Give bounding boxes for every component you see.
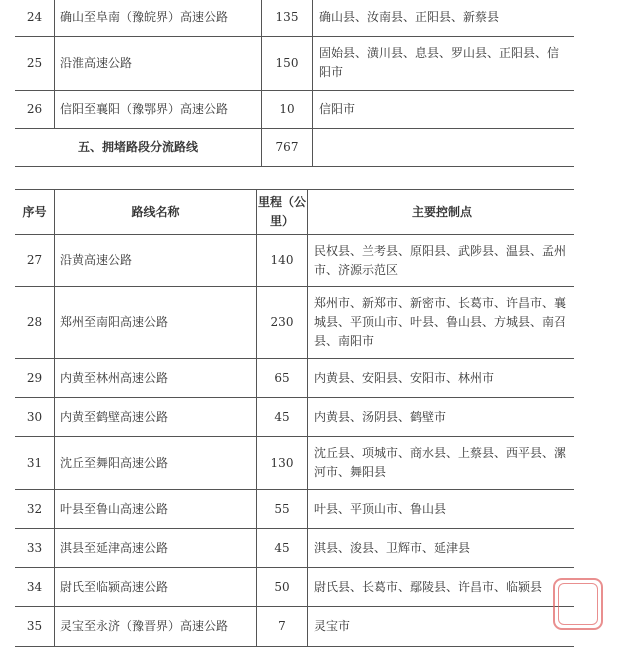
route-km: 7: [257, 607, 308, 647]
table-row: [15, 568, 574, 607]
route-name: 沿黄高速公路: [55, 235, 257, 287]
route-km: 65: [257, 359, 308, 398]
route-name: 沈丘至舞阳高速公路: [55, 437, 257, 490]
table-header: [15, 190, 574, 235]
control-points: 尉氏县、长葛市、鄢陵县、许昌市、临颍县: [314, 579, 543, 594]
row-number: 31: [15, 437, 55, 490]
control-points: 固始县、潢川县、息县、罗山县、正阳县、信阳市: [319, 46, 560, 79]
row-number: 28: [15, 287, 55, 359]
table-row: [15, 529, 574, 568]
row-number: 25: [15, 36, 55, 90]
route-name: 郑州至南阳高速公路: [55, 287, 257, 359]
row-number: 33: [15, 529, 55, 568]
row-number: 32: [15, 490, 55, 529]
table-row: [15, 235, 574, 287]
route-km: 140: [257, 235, 308, 287]
seal-logo: [553, 578, 603, 630]
route-km: 45: [257, 529, 308, 568]
control-points: 灵宝市: [314, 619, 351, 633]
route-km: 230: [257, 287, 308, 359]
route-km: 55: [257, 490, 308, 529]
header-km: 里程（公里）: [257, 190, 308, 235]
route-name: 确山至阜南（豫皖界）高速公路: [55, 0, 262, 36]
route-km: 10: [262, 90, 313, 128]
route-name: 尉氏至临颍高速公路: [55, 568, 257, 607]
route-km: 45: [257, 398, 308, 437]
control-points: 叶县、平顶山市、鲁山县: [314, 501, 447, 516]
route-table-continued: [15, 0, 574, 167]
route-name: 淇县至延津高速公路: [55, 529, 257, 568]
control-points: 沈丘县、项城市、商水县、上蔡县、西平县、漯河市、舞阳县: [314, 446, 567, 479]
table-row: [15, 90, 574, 128]
route-name: 沿淮高速公路: [55, 36, 262, 90]
table-row: [15, 437, 574, 490]
route-name: 内黄至林州高速公路: [55, 359, 257, 398]
control-points: 淇县、浚县、卫辉市、延津县: [314, 540, 471, 555]
route-name: 叶县至鲁山高速公路: [55, 490, 257, 529]
route-km: 130: [257, 437, 308, 490]
route-km: 50: [257, 568, 308, 607]
row-number: 35: [15, 607, 55, 647]
control-points: 确山县、汝南县、正阳县、新蔡县: [319, 10, 500, 25]
control-points: 内黄县、汤阴县、鹤壁市: [314, 409, 447, 424]
route-name: 灵宝至永济（豫晋界）高速公路: [55, 607, 257, 647]
row-number: 29: [15, 359, 55, 398]
route-name: 信阳至襄阳（豫鄂界）高速公路: [55, 90, 262, 128]
control-points: 郑州市、新郑市、新密市、长葛市、许昌市、襄城县、平顶山市、叶县、鲁山县、方城县、南召县、南阳市: [314, 296, 567, 348]
header-name: 路线名称: [55, 190, 257, 235]
row-number: 30: [15, 398, 55, 437]
header-points: 主要控制点: [411, 204, 472, 219]
subtotal-label: 五、拥堵路段分流路线: [15, 128, 262, 166]
row-number: 34: [15, 568, 55, 607]
table-row: [15, 287, 574, 359]
subtotal-km: 767: [262, 128, 313, 166]
subtotal-empty: [313, 128, 575, 166]
subtotal-row: [15, 128, 574, 166]
table-row: [15, 607, 574, 647]
route-name: 内黄至鹤壁高速公路: [55, 398, 257, 437]
table-row: [15, 359, 574, 398]
table-row: [15, 0, 574, 36]
row-number: 24: [15, 0, 55, 36]
route-km: 135: [262, 0, 313, 36]
control-points: 信阳市: [319, 101, 356, 116]
control-points: 民权县、兰考县、原阳县、武陟县、温县、孟州市、济源示范区: [314, 243, 567, 277]
header-no: 序号: [15, 190, 55, 235]
route-table: [15, 189, 574, 647]
table-row: [15, 36, 574, 90]
row-number: 27: [15, 235, 55, 287]
table-row: [15, 490, 574, 529]
control-points: 内黄县、安阳县、安阳市、林州市: [314, 370, 495, 385]
table-row: [15, 398, 574, 437]
row-number: 26: [15, 90, 55, 128]
route-km: 150: [262, 36, 313, 90]
